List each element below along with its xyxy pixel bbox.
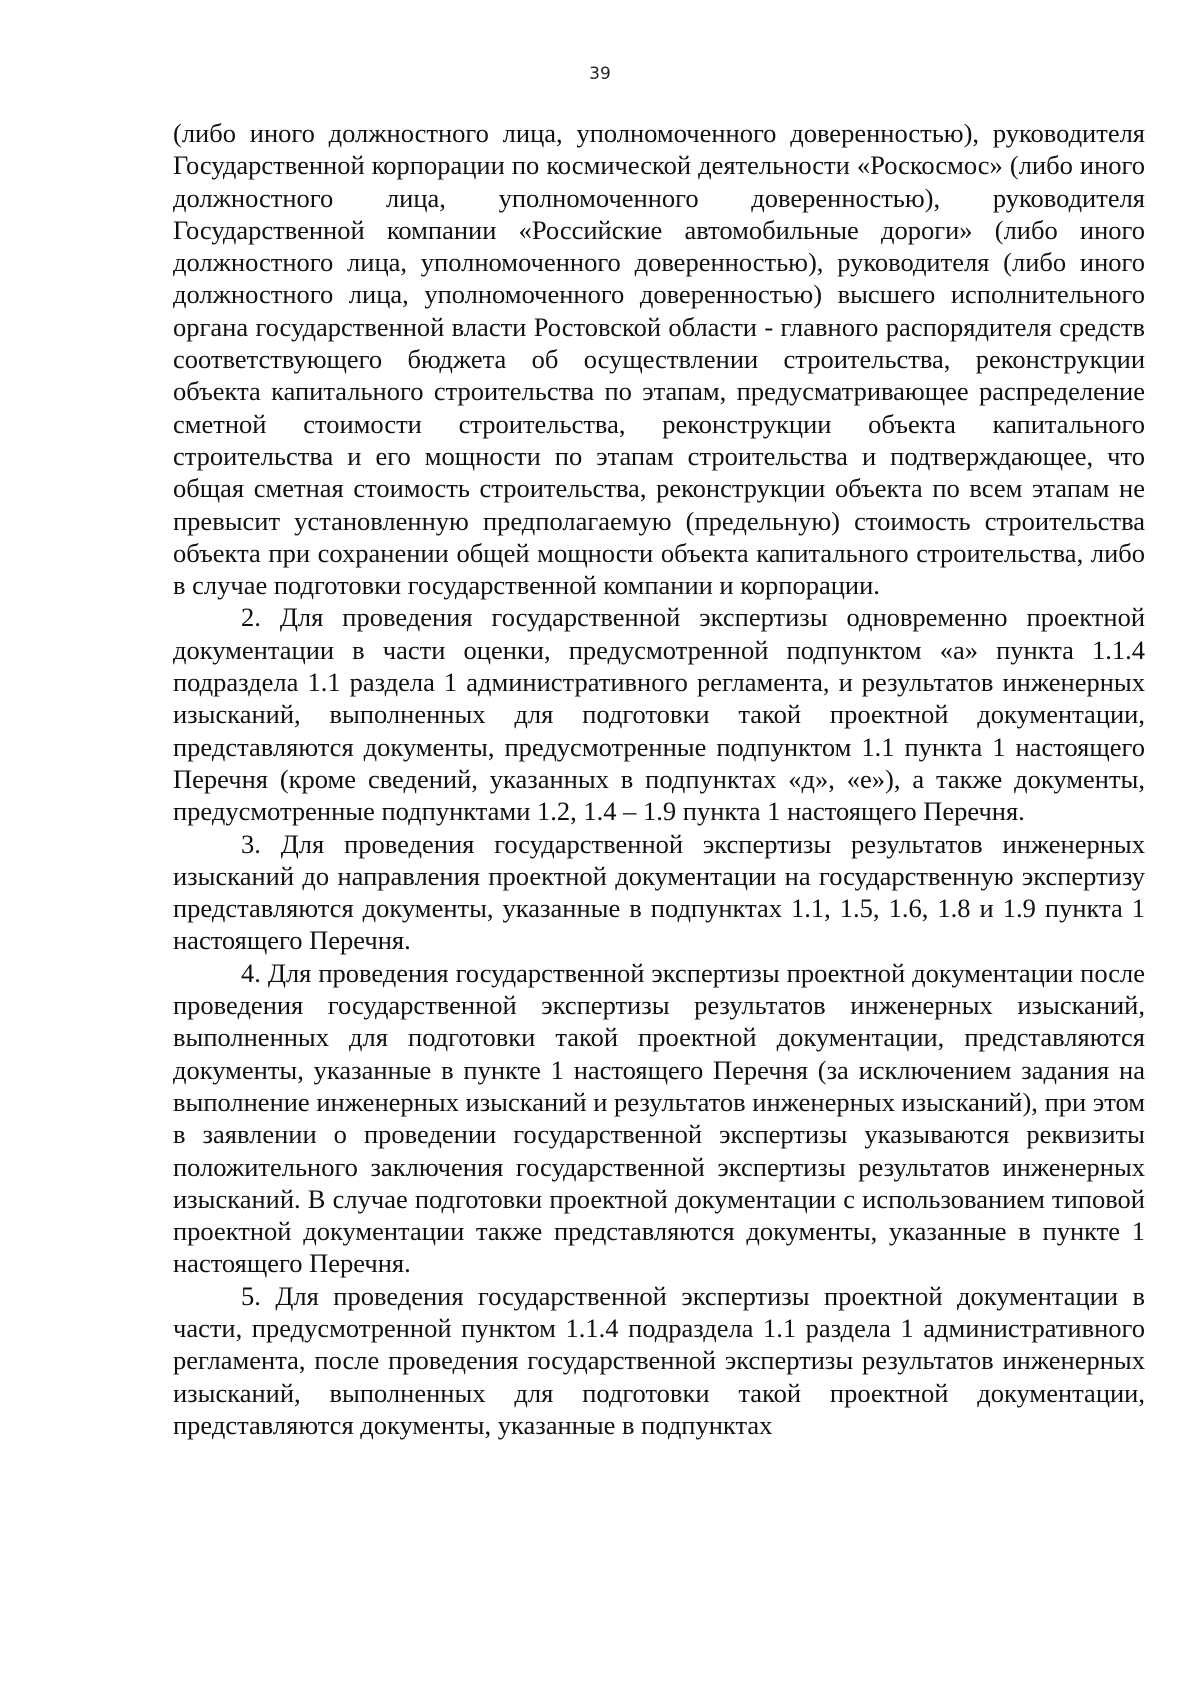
paragraph-item-3: 3. Для проведения государственной экспертизы результатов инженерных изысканий до направления проектной документации на государственную экспертизу представляются документы, указанные в подпунктах 1.1, 1.5, 1.6, 1.8 и 1.9 пункта 1 настоящего Перечня. xyxy=(173,828,1145,956)
paragraph-item-4: 4. Для проведения государственной экспертизы проектной документации после проведения государственной экспертизы результатов инженерных изысканий, выполненных для подготовки такой проектной документации, представляются документы, указанные в пункте 1 настоящего Перечня (за исключением задания на выполнение инженерных изысканий и результатов инженерных изысканий), при этом в заявлении о проведении государственной экспертизы указываются реквизиты положительного заключения государственной экспертизы результатов инженерных изысканий. В случае подготовки проектной документации с использованием типовой проектной документации также представляются документы, указанные в пункте 1 настоящего Перечня. xyxy=(173,957,1145,1279)
page-number: 39 xyxy=(589,64,611,84)
paragraph-continuation: (либо иного должностного лица, уполномоченного доверенностью), руководителя Государственной корпорации по космической деятельности «Роскосмос» (либо иного должностного лица, уполномоченного доверенностью), руководителя Государственной компании «Российские автомобильные дороги» (либо иного должностного лица, уполномоченного доверенностью), руководителя (либо иного должностного лица, уполномоченного доверенностью) высшего исполнительного органа государственной власти Ростовской области - главного распорядителя средств соответствующего бюджета об осуществлении строительства, реконструкции объекта капитального строительства по этапам, предусматривающее распределение сметной стоимости строительства, реконструкции объекта капитального строительства и его мощности по этапам строительства и подтверждающее, что общая сметная стоимость строительства, реконструкции объекта по всем этапам не превысит установленную предполагаемую (предельную) стоимость строительства объекта при сохранении общей мощности объекта капитального строительства, либо в случае подготовки государственной компании и корпорации. xyxy=(173,118,1145,601)
document-body xyxy=(173,117,1145,1441)
paragraph-item-2: 2. Для проведения государственной экспертизы одновременно проектной документации в части оценки, предусмотренной подпунктом «а» пункта 1.1.4 подраздела 1.1 раздела 1 административного регламента, и результатов инженерных изысканий, выполненных для подготовки такой проектной документации, представляются документы, предусмотренные подпунктом 1.1 пункта 1 настоящего Перечня (кроме сведений, указанных в подпунктах «д», «е»), а также документы, предусмотренные подпунктами 1.2, 1.4 – 1.9 пункта 1 настоящего Перечня. xyxy=(173,602,1145,827)
paragraph-item-5: 5. Для проведения государственной экспертизы проектной документации в части, предусмотренной пунктом 1.1.4 подраздела 1.1 раздела 1 административного регламента, после проведения государственной экспертизы результатов инженерных изысканий, выполненных для подготовки такой проектной документации, представляются документы, указанные в подпунктах xyxy=(173,1280,1145,1440)
